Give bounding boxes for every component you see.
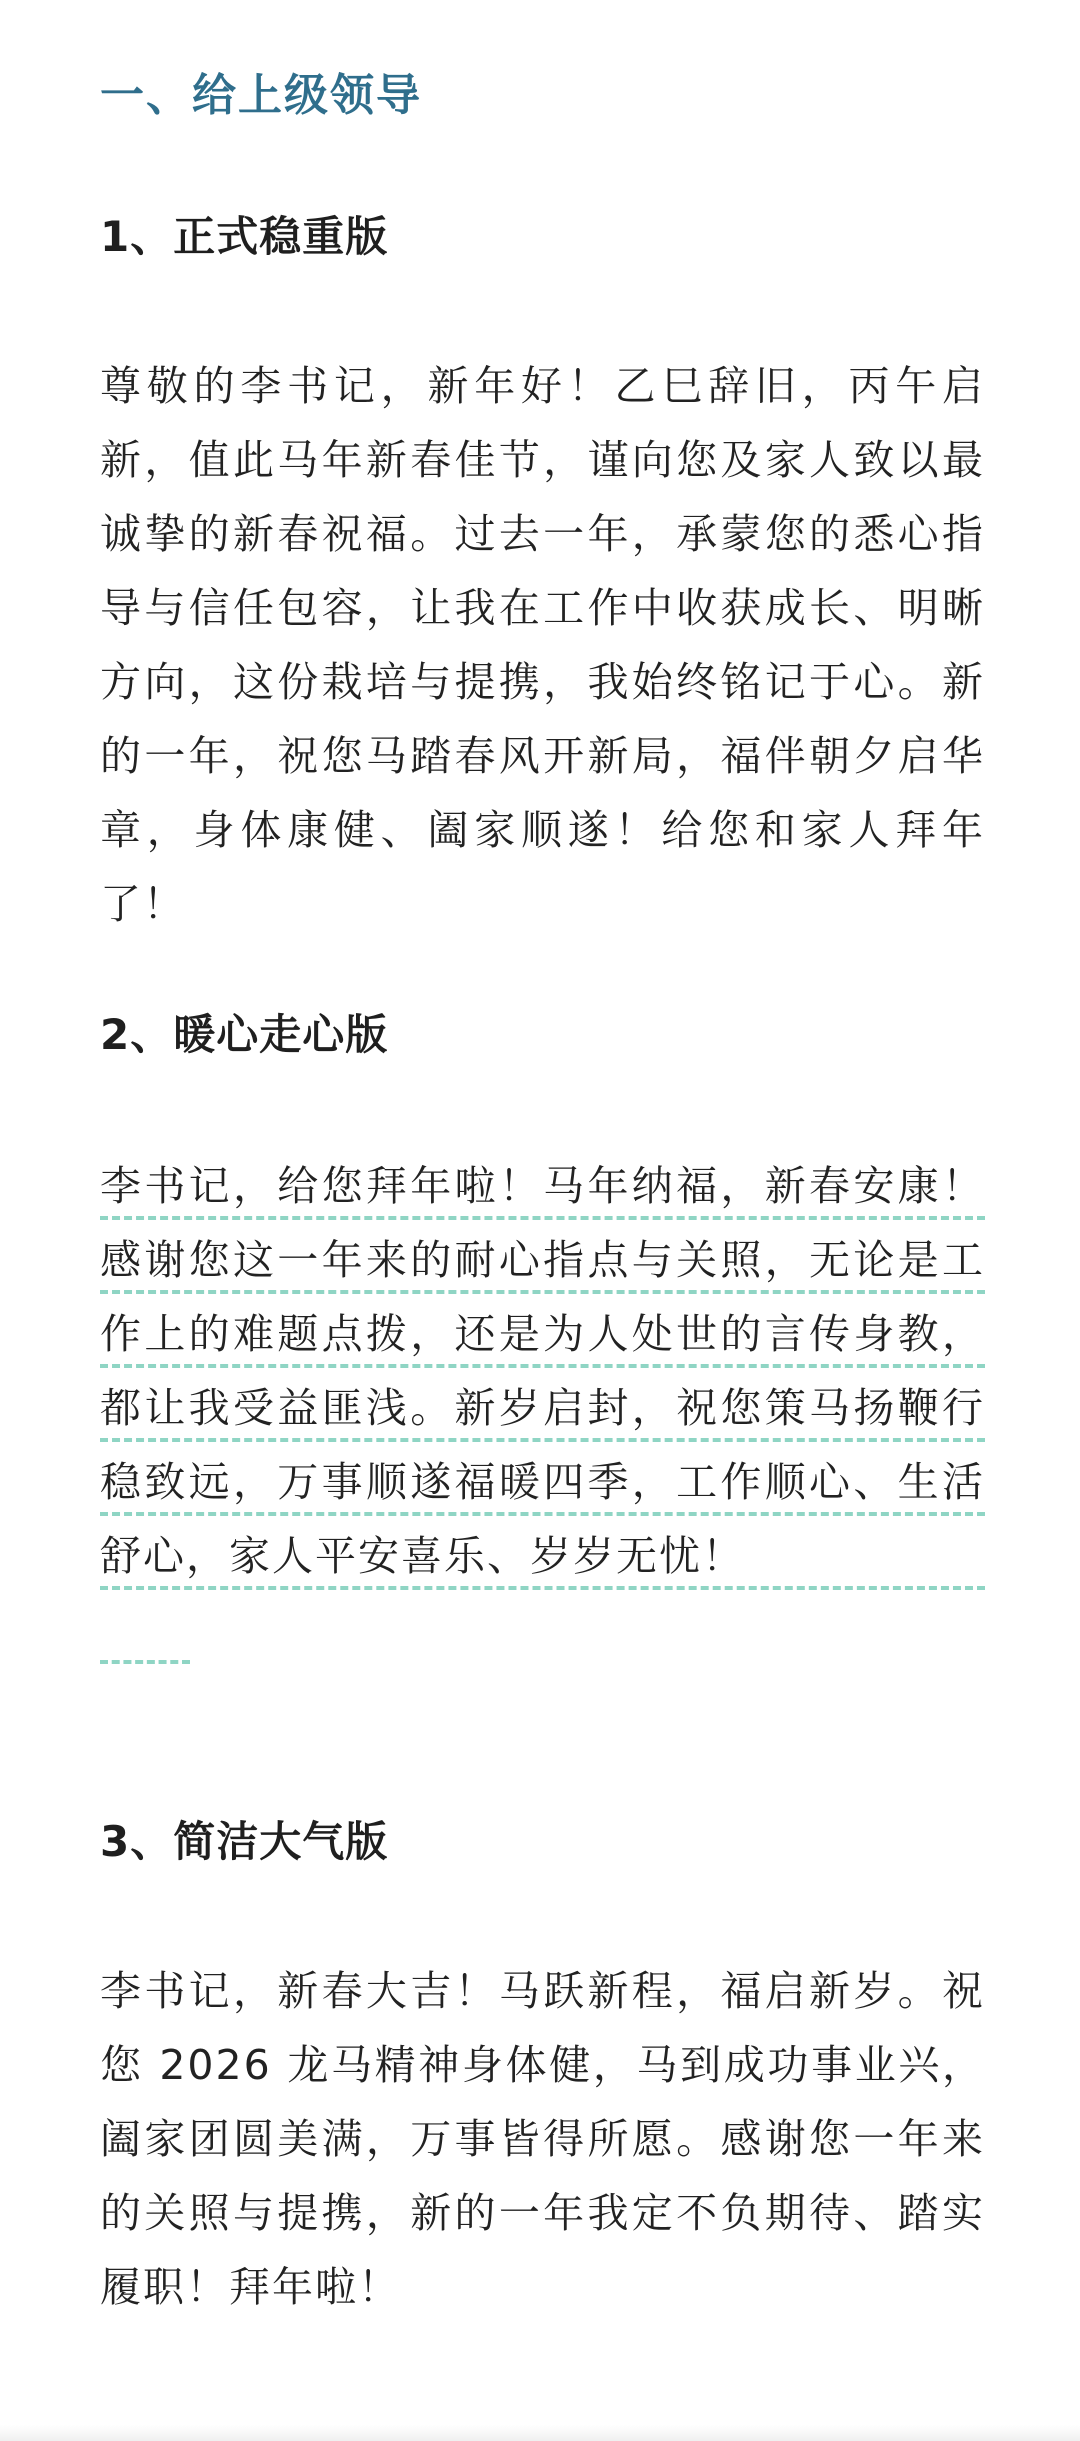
version-3-heading: 3、简洁大气版: [100, 1817, 389, 1866]
version-3-text: 李书记，新春大吉！马跃新程，福启新岁。祝您 2026 龙马精神身体健，马到成功事业兴，阖家团圆美满，万事皆得所愿。感谢您一年来的关照与提携，新的一年我定不负期待、踏实履职！拜年啦！: [100, 1967, 985, 2311]
dashed-underline: [100, 1216, 985, 1220]
dashed-underline: [100, 1364, 985, 1368]
version-1-text: 尊敬的李书记，新年好！乙巳辞旧，丙午启新，值此马年新春佳节，谨向您及家人致以最诚挚的新春祝福。过去一年，承蒙您的悉心指导与信任包容，让我在工作中收获成长、明晰方向，这份栽培与提携，我始终铭记于心。新的一年，祝您马踏春风开新局，福伴朝夕启华章，身体康健、阖家顺遂！给您和家人拜年了！: [100, 362, 985, 928]
dashed-underline: [100, 1586, 985, 1590]
section-title: 一、给上级领导: [100, 70, 422, 121]
dashed-underline: [100, 1438, 985, 1442]
dashed-underline: [100, 1290, 985, 1294]
version-2-text[interactable]: 李书记，给您拜年啦！马年纳福，新春安康！感谢您这一年来的耐心指点与关照，无论是工作上的难题点拨，还是为人处世的言传身教，都让我受益匪浅。新岁启封，祝您策马扬鞭行稳致远，万事顺遂福暖四季，工作顺心、生活舒心，家人平安喜乐、岁岁无忧！: [100, 1162, 985, 1580]
bottom-edge: [0, 2425, 1080, 2441]
version-1-heading: 1、正式稳重版: [100, 212, 389, 261]
dashed-underline: [100, 1512, 985, 1516]
dashed-underline: [100, 1660, 190, 1664]
version-2-heading: 2、暖心走心版: [100, 1010, 389, 1059]
